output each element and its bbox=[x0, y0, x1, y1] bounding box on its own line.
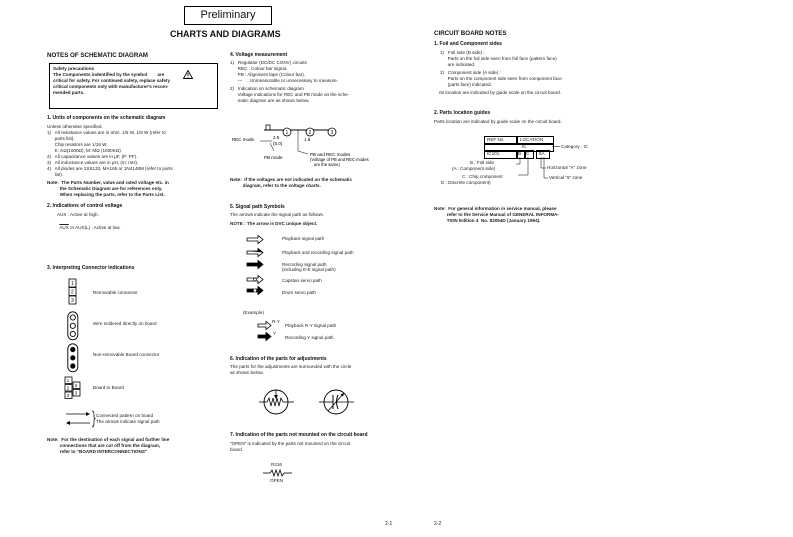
s6-line-2: as shown below. bbox=[230, 370, 264, 375]
s4-line-4: — : Unmeasurable or unnecessary to measure. bbox=[230, 78, 339, 83]
r-s1-line-4: 2) Component side (A side) : bbox=[440, 70, 501, 75]
recording-path-label: Recording signal path bbox=[282, 262, 327, 267]
connected-pattern-label: Connected pattern on board bbox=[96, 413, 154, 418]
r-s1-line-1: 1) Foil side (B side) : bbox=[440, 50, 485, 55]
legend-3: are the same) bbox=[314, 162, 340, 167]
voltage-indication-diagram bbox=[230, 113, 370, 173]
recording-arrow-icon bbox=[247, 261, 263, 269]
left-heading: NOTES OF SCHEMATIC DIAGRAM bbox=[47, 52, 148, 59]
c-label: C bbox=[526, 151, 530, 156]
s1-line-8: 4) All diodes are 1SS133, MA165 or 1N4148M (refer to parts bbox=[47, 166, 173, 171]
wire-soldered-label: Wire soldered directly on board bbox=[93, 321, 157, 326]
r-s1-line-6: (parts face) indicated. bbox=[440, 82, 492, 87]
s4-note-2: diagram, refer to the voltage charts. bbox=[230, 183, 321, 188]
non-removable-connector-label: Non-removable Board connector bbox=[93, 352, 160, 357]
voltage-5-0: (5.0) bbox=[273, 141, 283, 146]
pb-mode-label: PB mode bbox=[264, 155, 283, 160]
s4-line-5: 2) Indication on schematic diagram bbox=[230, 86, 304, 91]
ic-label: IC bbox=[522, 144, 527, 149]
page-title: CHARTS AND DIAGRAMS bbox=[170, 29, 281, 39]
adjustable-resistor-icon bbox=[258, 387, 298, 417]
r-note-3: TION Edition 4 No. 82054D (January 1994). bbox=[434, 218, 541, 223]
s7-line-2: board. bbox=[230, 447, 244, 452]
s1-line-3: parts list). bbox=[47, 136, 75, 141]
s1-note-2: the Schematic Diagram are for references only. bbox=[47, 186, 163, 191]
s5-line-2: NOTE : The arrow is DVC unique object. bbox=[230, 221, 318, 226]
horizontal-zone-label: Horizontal "A" zone bbox=[547, 165, 587, 170]
warning-triangle-icon bbox=[183, 70, 193, 79]
s7-title: 7. Indication of the parts not mounted on the circuit board bbox=[230, 432, 368, 438]
location-label: LOCATION bbox=[520, 137, 544, 142]
page-number-left: 2-1 bbox=[385, 521, 393, 527]
r-s1-title: 1. Foil and Component sides bbox=[434, 41, 503, 47]
6a-label: 6A bbox=[539, 151, 545, 156]
connected-pattern-icon bbox=[64, 409, 96, 429]
r-s1-line-2: Parts on the foil side seen from foil face (pattern face) bbox=[440, 56, 557, 61]
open-resistor-icon bbox=[262, 468, 294, 478]
s6-line-1: The parts for the adjustments are surrounded with the circle bbox=[230, 364, 352, 369]
r-s1-line-7: rts location are indicated by guide scale on the circuit board. bbox=[439, 90, 562, 95]
s3-note-3: refer to "BOARD INTERCONNECTIONS" bbox=[47, 449, 148, 454]
aux-low bbox=[57, 219, 121, 230]
pin-1-label: 1 bbox=[71, 281, 74, 287]
removable-connector-label: Removable connector bbox=[93, 290, 138, 295]
example-2-label: Recording Y signal path bbox=[285, 335, 334, 340]
open-label: OPEN bbox=[270, 478, 284, 483]
s4-line-1: 1) Regulator (DC/DC CONV) circuits bbox=[230, 60, 307, 65]
aux-high: AUX : Active at high. bbox=[57, 212, 99, 217]
r-s2-title: 2. Parts location guides bbox=[434, 110, 491, 116]
b-label: B bbox=[518, 151, 522, 156]
drum-path-label: Drum servo path bbox=[282, 290, 316, 295]
legend-2: (Voltage of PB and REC modes bbox=[310, 157, 369, 162]
safety-line-3: critical components only with manufacturer's recom- bbox=[53, 84, 169, 89]
s1-line-5: K: KΩ(1000Ω), M: MΩ (1000KΩ) bbox=[47, 148, 121, 153]
r-s1-line-3: are indicated. bbox=[440, 62, 476, 67]
r-s2-line: Parts location are indicated by guide scale on the circuit board. bbox=[434, 119, 562, 124]
legend-1: PB and REC modes bbox=[310, 152, 351, 157]
pin-3-label: 3 bbox=[71, 298, 74, 304]
s5-line-1: The arrows indicate the signal path as follows. bbox=[230, 212, 324, 217]
safety-line-4: mended parts. bbox=[53, 90, 85, 95]
svg-text:3: 3 bbox=[74, 390, 78, 396]
svg-text:2: 2 bbox=[66, 385, 70, 391]
s3-title: 3. Interpreting Connector indications bbox=[47, 265, 135, 271]
voltage-2-5: 2.5 bbox=[273, 135, 280, 140]
r-note-1: Note: For general information in service manual, please bbox=[434, 206, 557, 211]
pin-2-label: 2 bbox=[71, 289, 74, 296]
example-1-label: Playback R-Y signal path bbox=[285, 323, 337, 328]
r-s1-line-5: Parts on the component side seen from component face bbox=[440, 76, 562, 81]
pin-2: 2 bbox=[308, 130, 312, 136]
s1-title: 1. Units of components on the schematic diagram bbox=[47, 115, 166, 121]
s4-line-6: Voltage indications for REC and PB mode on the sche- bbox=[230, 92, 350, 97]
arrows-signal-label: The arrows indicate signal path bbox=[96, 419, 160, 424]
s1-line-9: list). bbox=[47, 172, 64, 177]
r216-label: R216 bbox=[271, 462, 282, 467]
removable-connector-icon bbox=[68, 278, 78, 306]
s4-line-3: PB : Alignment tape (Colour bar). bbox=[230, 72, 306, 77]
category-ic-label: Category : IC bbox=[561, 144, 589, 149]
board-to-board-icon bbox=[64, 376, 82, 400]
adjustable-capacitor-icon bbox=[318, 387, 358, 417]
non-removable-connector-icon bbox=[67, 343, 79, 373]
s1-note-3: When replacing the parts, refer to the Parts List. bbox=[47, 192, 165, 197]
r-note-2: refer to the Service Manual of GENERAL INFORMA- bbox=[434, 212, 559, 217]
s6-title: 6. Indication of the parts for adjustments bbox=[230, 356, 327, 362]
playback-recording-path-label: Playback and recording signal path bbox=[282, 250, 354, 255]
safety-line-2: critical for safety. For continued safety, replace safety bbox=[53, 78, 171, 83]
aux-low-text: or AUX(L) : Active at low. bbox=[68, 224, 121, 230]
s1-line-7: 3) All inductance values are in μH, (m: mH). bbox=[47, 160, 139, 165]
s2-title: 2. Indications of control voltage bbox=[47, 203, 123, 209]
s3-note-2: connections that are cut off from the diagram, bbox=[47, 443, 161, 448]
s5-title: 5. Signal path Symbols bbox=[230, 204, 285, 210]
page-number-right: 2-2 bbox=[434, 521, 442, 527]
board-to-board-label: Board to Board bbox=[93, 385, 124, 390]
s4-title: 4. Voltage measurement bbox=[230, 52, 288, 58]
safety-title: Safety precautions bbox=[53, 66, 95, 71]
s1-note-1: Note: The Parts Number, value and rated voltage etc. in bbox=[47, 180, 169, 185]
s1-line-4: Chip resistors are 1/16 W. bbox=[47, 142, 108, 147]
safety-line-1: The Components indentified by the symbol are bbox=[53, 72, 165, 77]
s4-line-2: REC : Colour bar signal. bbox=[230, 66, 288, 71]
pin-1: 1 bbox=[285, 130, 289, 136]
voltage-1-8: 1.8 bbox=[304, 137, 311, 142]
s1-line-6: 2) All capacitance values are in μF, (P: PF). bbox=[47, 154, 138, 159]
wire-soldered-icon bbox=[67, 311, 79, 341]
right-heading: CIRCUIT BOARD NOTES bbox=[434, 30, 507, 37]
s3-note-1: Note: For the destination of each signal and further line bbox=[47, 437, 170, 442]
svg-text:3: 3 bbox=[66, 393, 70, 398]
s1-line-2: 1) All resistance values are in ohm. 1/6 W, 1/8 W (refer to bbox=[47, 130, 166, 135]
aux-bar: $\overline{AUX}$ bbox=[59, 224, 69, 230]
c-chip-label: C : Chip component bbox=[462, 174, 503, 179]
rec-mode-label: REC mode bbox=[232, 137, 255, 142]
d-discrete-label: D : Discrete component) bbox=[441, 180, 491, 185]
s1-line-1: Unless otherwise specified. bbox=[47, 124, 103, 129]
playback-arrow-icon bbox=[247, 236, 263, 244]
preliminary-banner: Preliminary bbox=[184, 6, 272, 25]
signal-path-arrows bbox=[246, 234, 274, 304]
ref-no-label: REF No. bbox=[487, 137, 505, 142]
s4-line-7: matic diagram are as shown below. bbox=[230, 98, 310, 103]
example-y: Y bbox=[273, 331, 277, 336]
example-label: (Example) bbox=[243, 310, 264, 315]
vertical-zone-label: Vertical "6" zone bbox=[549, 175, 583, 180]
svg-text:2: 2 bbox=[74, 383, 78, 388]
recording-path-label-2: (including E-E signal path) bbox=[282, 267, 336, 272]
a-comp-label: (A : Component side) bbox=[452, 166, 496, 171]
capstan-path-label: Capstan servo path bbox=[282, 278, 322, 283]
example-ry: R-Y bbox=[272, 319, 280, 324]
s7-line-1: "OPEN" is indicated by the parts not mounted on the circuit bbox=[230, 441, 350, 446]
b-foil-label: B : Foil side bbox=[470, 160, 494, 165]
s4-note-1: Note: If the voltages are not indicated on the schematic bbox=[230, 177, 353, 182]
pin-3: 3 bbox=[330, 130, 334, 136]
playback-path-label: Playback signal path bbox=[282, 236, 325, 241]
ic101-label: IC101 bbox=[487, 151, 500, 156]
svg-text:1: 1 bbox=[66, 378, 70, 383]
